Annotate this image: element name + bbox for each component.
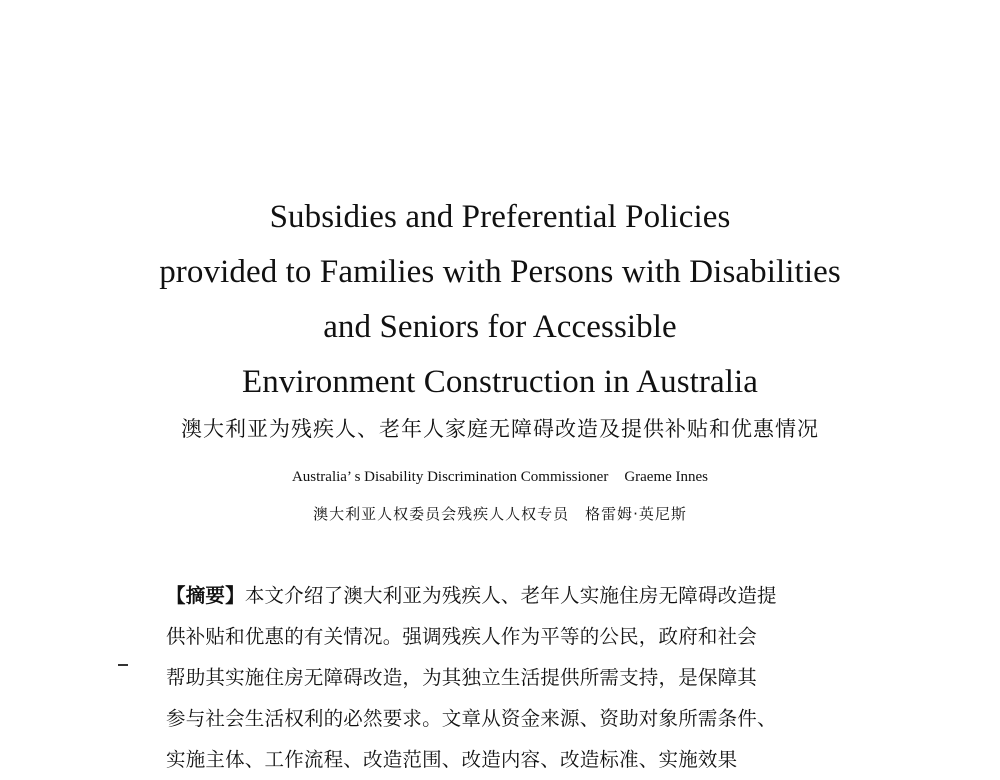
margin-mark xyxy=(118,664,128,666)
author-role-en: Australia’ s Disability Discrimination Commissioner xyxy=(291,469,609,485)
abstract-label: 【摘要】 xyxy=(166,584,245,607)
abstract-text-1: 本文介绍了澳大利亚为残疾人、老年人实施住房无障碍改造提 xyxy=(244,584,777,607)
title-line-2: provided to Families with Persons with Disabilities xyxy=(159,254,841,290)
abstract-line-1 xyxy=(166,575,834,616)
paper-title-zh: 澳大利亚为残疾人、老年人家庭无障碍改造及提供补贴和优惠情况 xyxy=(181,417,819,441)
title-line-3: and Seniors for Accessible xyxy=(323,309,677,345)
abstract-line-5: 实施主体、工作流程、改造范围、改造内容、改造标准、实施效果 xyxy=(166,748,738,771)
abstract-line-3: 帮助其实施住房无障碍改造，为其独立生活提供所需支持，是保障其 xyxy=(166,666,758,689)
author-line-en xyxy=(0,466,1000,488)
abstract-line-4: 参与社会生活权利的必然要求。文章从资金来源、资助对象所需条件、 xyxy=(166,707,777,730)
abstract xyxy=(166,575,834,780)
author-name-en: Graeme Innes xyxy=(624,469,709,485)
paper-title-en xyxy=(0,190,1000,410)
title-line-1: Subsidies and Preferential Policies xyxy=(269,199,731,235)
author-line-zh xyxy=(0,502,1000,526)
abstract-line-2: 供补贴和优惠的有关情况。强调残疾人作为平等的公民，政府和社会 xyxy=(166,625,758,648)
author-name-zh: 格雷姆·英尼斯 xyxy=(585,505,687,523)
author-role-zh: 澳大利亚人权委员会残疾人人权专员 xyxy=(313,505,570,523)
title-line-4: Environment Construction in Australia xyxy=(241,364,759,400)
